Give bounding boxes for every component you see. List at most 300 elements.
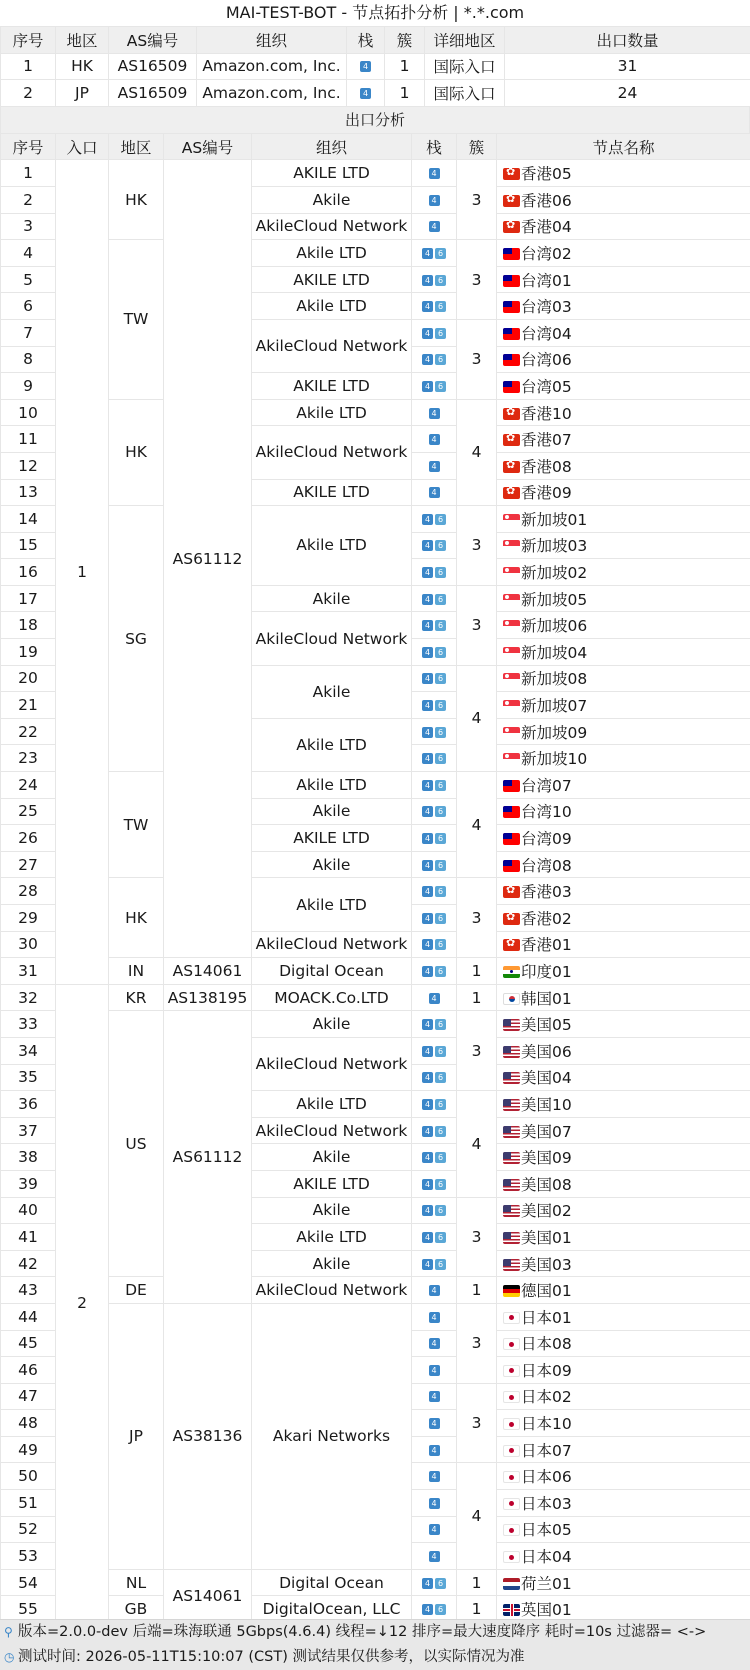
cell-region: HK bbox=[109, 399, 164, 505]
cell-region: NL bbox=[109, 1569, 164, 1596]
cell-org: DigitalOcean, LLC bbox=[252, 1596, 412, 1623]
cell-cluster: 3 bbox=[457, 506, 497, 586]
ipv4-badge-icon: 4 bbox=[422, 647, 433, 658]
cell-node-name bbox=[497, 186, 750, 213]
ipv6-badge-icon: 6 bbox=[435, 833, 446, 844]
node-name-text: 日本03 bbox=[521, 1494, 572, 1513]
cell-org: AkileCloud Network bbox=[252, 426, 412, 479]
cell-node-name bbox=[497, 1091, 750, 1118]
cell-cluster: 3 bbox=[457, 1303, 497, 1383]
cell-node-name bbox=[497, 346, 750, 373]
cell-org: AkileCloud Network bbox=[252, 1037, 412, 1090]
cell-node-name bbox=[497, 426, 750, 453]
ipv4-badge-icon: 4 bbox=[422, 514, 433, 525]
flag-us-icon bbox=[503, 1179, 520, 1191]
cell-node-name bbox=[497, 984, 750, 1011]
cell-seq: 40 bbox=[1, 1197, 56, 1224]
node-name-text: 新加坡03 bbox=[521, 537, 588, 556]
cell-org: Akile bbox=[252, 1250, 412, 1277]
flag-hk-icon bbox=[503, 886, 520, 898]
cell-org: Digital Ocean bbox=[252, 1569, 412, 1596]
cell-entry: 2 bbox=[56, 984, 109, 1622]
table-row bbox=[1, 399, 750, 426]
footer-time-text: 测试时间: 2026-05-11T15:10:07 (CST) 测试结果仅供参考，以实际情况为准 bbox=[18, 1649, 525, 1665]
ipv6-badge-icon: 6 bbox=[435, 673, 446, 684]
cell-node-name bbox=[497, 905, 750, 932]
cell-seq: 54 bbox=[1, 1569, 56, 1596]
table-row bbox=[1, 506, 750, 533]
ipv4-badge-icon: 4 bbox=[422, 833, 433, 844]
node-name-text: 台湾10 bbox=[521, 803, 572, 822]
node-name-text: 日本08 bbox=[521, 1335, 572, 1354]
ipv4-badge-icon: 4 bbox=[422, 1259, 433, 1270]
cell-node-name bbox=[497, 931, 750, 958]
table-row bbox=[1, 772, 750, 799]
node-name-text: 新加坡06 bbox=[521, 617, 588, 636]
ipv6-badge-icon: 6 bbox=[435, 1232, 446, 1243]
flag-nl-icon bbox=[503, 1578, 520, 1590]
node-name-text: 香港10 bbox=[521, 404, 572, 423]
flag-us-icon bbox=[503, 1072, 520, 1084]
column-header: 组织 bbox=[252, 133, 412, 160]
ipv6-badge-icon: 6 bbox=[435, 540, 446, 551]
ipv4-badge-icon: 4 bbox=[422, 1232, 433, 1243]
cell-region: HK bbox=[109, 878, 164, 958]
ipv4-badge-icon: 4 bbox=[422, 913, 433, 924]
node-name-text: 台湾09 bbox=[521, 830, 572, 849]
cell-org: Akile LTD bbox=[252, 399, 412, 426]
node-name-text: 台湾08 bbox=[521, 856, 572, 875]
cell-org: Akile LTD bbox=[252, 506, 412, 586]
table-row bbox=[1, 984, 750, 1011]
node-name-text: 新加坡07 bbox=[521, 697, 588, 716]
ipv4-badge-icon: 4 bbox=[429, 1498, 440, 1509]
cell-stack bbox=[412, 1144, 457, 1171]
footer-time-line bbox=[0, 1645, 750, 1670]
flag-jp-icon bbox=[503, 1338, 520, 1350]
cell-cluster: 4 bbox=[457, 665, 497, 771]
ipv4-badge-icon: 4 bbox=[422, 540, 433, 551]
ipv6-badge-icon: 6 bbox=[435, 753, 446, 764]
cell-stack bbox=[412, 825, 457, 852]
cell-org: Akile bbox=[252, 1011, 412, 1038]
flag-sg-icon bbox=[503, 514, 520, 526]
ipv6-badge-icon: 6 bbox=[435, 1099, 446, 1110]
node-name-text: 新加坡09 bbox=[521, 723, 588, 742]
flag-tw-icon bbox=[503, 275, 520, 287]
cell-org: Digital Ocean bbox=[252, 958, 412, 985]
ipv4-badge-icon: 4 bbox=[422, 1604, 433, 1615]
ipv6-badge-icon: 6 bbox=[435, 1126, 446, 1137]
cell-node-name bbox=[497, 160, 750, 187]
cell-node-name bbox=[497, 506, 750, 533]
cell-stack bbox=[412, 532, 457, 559]
node-name-text: 日本10 bbox=[521, 1415, 572, 1434]
cell-region: TW bbox=[109, 240, 164, 400]
column-header: 节点名称 bbox=[497, 133, 750, 160]
flag-tw-icon bbox=[503, 301, 520, 313]
cell-seq: 41 bbox=[1, 1224, 56, 1251]
flag-us-icon bbox=[503, 1099, 520, 1111]
cell-seq: 53 bbox=[1, 1543, 56, 1570]
node-name-text: 新加坡02 bbox=[521, 564, 588, 583]
cell-org: Akile bbox=[252, 1197, 412, 1224]
ipv4-badge-icon: 4 bbox=[422, 673, 433, 684]
cell-cluster: 3 bbox=[457, 240, 497, 320]
cell-seq: 8 bbox=[1, 346, 56, 373]
cell-org: Akari Networks bbox=[252, 1303, 412, 1569]
ipv6-badge-icon: 6 bbox=[435, 1179, 446, 1190]
ipv6-badge-icon: 6 bbox=[435, 727, 446, 738]
cell-node-name bbox=[497, 1224, 750, 1251]
exit-analysis-title: 出口分析 bbox=[0, 107, 750, 133]
ipv6-badge-icon: 6 bbox=[435, 1205, 446, 1216]
cell-stack bbox=[412, 1410, 457, 1437]
table-row bbox=[1, 80, 750, 107]
flag-sg-icon bbox=[503, 700, 520, 712]
cell-node-name bbox=[497, 266, 750, 293]
cell-node-name bbox=[497, 240, 750, 267]
ipv6-badge-icon: 6 bbox=[435, 1578, 446, 1589]
node-name-text: 香港04 bbox=[521, 218, 572, 237]
cell-stack bbox=[412, 319, 457, 346]
table-row bbox=[1, 1569, 750, 1596]
flag-hk-icon bbox=[503, 408, 520, 420]
ipv6-badge-icon: 6 bbox=[435, 860, 446, 871]
cell-seq: 3 bbox=[1, 213, 56, 240]
column-header: AS编号 bbox=[164, 133, 252, 160]
ipv4-badge-icon: 4 bbox=[429, 1471, 440, 1482]
cell-region: US bbox=[109, 1011, 164, 1277]
column-header: 栈 bbox=[412, 133, 457, 160]
flag-sg-icon bbox=[503, 673, 520, 685]
ipv6-badge-icon: 6 bbox=[435, 248, 446, 259]
cell-seq: 4 bbox=[1, 240, 56, 267]
node-name-text: 香港02 bbox=[521, 909, 572, 928]
cell-stack bbox=[412, 878, 457, 905]
flag-tw-icon bbox=[503, 806, 520, 818]
ipv4-badge-icon: 4 bbox=[429, 1285, 440, 1296]
flag-sg-icon bbox=[503, 540, 520, 552]
cell-node-name bbox=[497, 559, 750, 586]
cell-stack bbox=[347, 80, 385, 107]
ipv4-badge-icon: 4 bbox=[360, 88, 371, 99]
node-name-text: 台湾05 bbox=[521, 377, 572, 396]
cell-seq: 43 bbox=[1, 1277, 56, 1304]
node-name-text: 美国02 bbox=[521, 1202, 572, 1221]
cell-node-name bbox=[497, 825, 750, 852]
cell-seq: 15 bbox=[1, 532, 56, 559]
node-name-text: 日本06 bbox=[521, 1468, 572, 1487]
column-header: 栈 bbox=[347, 27, 385, 54]
flag-hk-icon bbox=[503, 168, 520, 180]
cell-stack bbox=[412, 718, 457, 745]
cell-stack bbox=[412, 293, 457, 320]
table-header-row bbox=[1, 133, 750, 160]
flag-hk-icon bbox=[503, 487, 520, 499]
cell-cluster: 3 bbox=[457, 1197, 497, 1277]
flag-kr-icon bbox=[503, 993, 520, 1005]
cell-node-name bbox=[497, 718, 750, 745]
cell-node-name bbox=[497, 532, 750, 559]
flag-jp-icon bbox=[503, 1445, 520, 1457]
cell-node-name bbox=[497, 1410, 750, 1437]
flag-us-icon bbox=[503, 1232, 520, 1244]
node-name-text: 台湾03 bbox=[521, 298, 572, 317]
cell-count: 24 bbox=[505, 80, 750, 107]
cell-org: AkileCloud Network bbox=[252, 612, 412, 665]
cell-node-name bbox=[497, 851, 750, 878]
ipv4-badge-icon: 4 bbox=[422, 381, 433, 392]
cell-cluster: 4 bbox=[457, 1091, 497, 1197]
cell-cluster: 4 bbox=[457, 1463, 497, 1569]
ipv6-badge-icon: 6 bbox=[435, 594, 446, 605]
cell-stack bbox=[412, 851, 457, 878]
cell-seq: 46 bbox=[1, 1357, 56, 1384]
node-name-text: 印度01 bbox=[521, 962, 572, 981]
flag-hk-icon bbox=[503, 221, 520, 233]
ipv6-badge-icon: 6 bbox=[435, 700, 446, 711]
ipv4-badge-icon: 4 bbox=[429, 408, 440, 419]
ipv4-badge-icon: 4 bbox=[422, 1046, 433, 1057]
cell-entry: 1 bbox=[56, 160, 109, 984]
cell-node-name bbox=[497, 585, 750, 612]
node-name-text: 美国05 bbox=[521, 1016, 572, 1035]
cell-seq: 36 bbox=[1, 1091, 56, 1118]
cell-stack bbox=[412, 1436, 457, 1463]
ipv4-badge-icon: 4 bbox=[429, 221, 440, 232]
cell-stack bbox=[412, 1543, 457, 1570]
cell-org: Akile bbox=[252, 186, 412, 213]
table-header-row bbox=[1, 27, 750, 54]
cell-org: Akile bbox=[252, 665, 412, 718]
cell-org: AkileCloud Network bbox=[252, 319, 412, 372]
table-row bbox=[1, 160, 750, 187]
ipv4-badge-icon: 4 bbox=[422, 780, 433, 791]
ipv6-badge-icon: 6 bbox=[435, 1152, 446, 1163]
ipv4-badge-icon: 4 bbox=[429, 1312, 440, 1323]
flag-sg-icon bbox=[503, 567, 520, 579]
cell-stack bbox=[412, 1383, 457, 1410]
flag-hk-icon bbox=[503, 195, 520, 207]
cell-stack bbox=[412, 1170, 457, 1197]
cell-cluster: 3 bbox=[457, 585, 497, 665]
cell-node-name bbox=[497, 1490, 750, 1517]
node-name-text: 韩国01 bbox=[521, 989, 572, 1008]
cell-seq: 31 bbox=[1, 958, 56, 985]
ipv4-badge-icon: 4 bbox=[422, 567, 433, 578]
cell-org: AkileCloud Network bbox=[252, 931, 412, 958]
cell-stack bbox=[412, 1330, 457, 1357]
node-name-text: 新加坡01 bbox=[521, 510, 588, 529]
ipv4-badge-icon: 4 bbox=[422, 1126, 433, 1137]
column-header: AS编号 bbox=[109, 27, 197, 54]
cell-node-name bbox=[497, 665, 750, 692]
ipv4-badge-icon: 4 bbox=[429, 195, 440, 206]
column-header: 序号 bbox=[1, 27, 56, 54]
cell-seq: 16 bbox=[1, 559, 56, 586]
node-name-text: 日本09 bbox=[521, 1361, 572, 1380]
flag-tw-icon bbox=[503, 860, 520, 872]
node-name-text: 台湾02 bbox=[521, 244, 572, 263]
flag-us-icon bbox=[503, 1205, 520, 1217]
cell-seq: 10 bbox=[1, 399, 56, 426]
cell-stack bbox=[412, 1250, 457, 1277]
cell-asn: AS61112 bbox=[164, 160, 252, 958]
cell-org: AKILE LTD bbox=[252, 160, 412, 187]
table-row bbox=[1, 53, 750, 80]
cell-node-name bbox=[497, 319, 750, 346]
flag-tw-icon bbox=[503, 248, 520, 260]
cell-seq: 19 bbox=[1, 639, 56, 666]
cell-cluster: 1 bbox=[457, 984, 497, 1011]
flag-jp-icon bbox=[503, 1498, 520, 1510]
cell-node-name bbox=[497, 612, 750, 639]
exit-table bbox=[0, 133, 750, 1623]
ipv4-badge-icon: 4 bbox=[422, 753, 433, 764]
cell-cluster: 3 bbox=[457, 319, 497, 399]
node-name-text: 台湾07 bbox=[521, 776, 572, 795]
cell-org: Amazon.com, Inc. bbox=[197, 53, 347, 80]
cell-node-name bbox=[497, 639, 750, 666]
ipv6-badge-icon: 6 bbox=[435, 354, 446, 365]
cell-seq: 37 bbox=[1, 1117, 56, 1144]
cell-stack bbox=[412, 1011, 457, 1038]
cell-seq: 6 bbox=[1, 293, 56, 320]
node-name-text: 香港03 bbox=[521, 883, 572, 902]
cell-cluster: 1 bbox=[385, 53, 425, 80]
cell-node-name bbox=[497, 1463, 750, 1490]
ipv4-badge-icon: 4 bbox=[429, 434, 440, 445]
ipv6-badge-icon: 6 bbox=[435, 620, 446, 631]
flag-jp-icon bbox=[503, 1524, 520, 1536]
cell-node-name bbox=[497, 1250, 750, 1277]
ipv4-badge-icon: 4 bbox=[422, 806, 433, 817]
flag-hk-icon bbox=[503, 913, 520, 925]
cell-stack bbox=[412, 186, 457, 213]
cell-seq: 26 bbox=[1, 825, 56, 852]
cell-stack bbox=[412, 1357, 457, 1384]
cell-stack bbox=[412, 665, 457, 692]
cell-region: TW bbox=[109, 772, 164, 878]
ipv6-badge-icon: 6 bbox=[435, 886, 446, 897]
flag-tw-icon bbox=[503, 833, 520, 845]
cell-region: JP bbox=[56, 80, 109, 107]
column-header: 详细地区 bbox=[425, 27, 505, 54]
column-header: 出口数量 bbox=[505, 27, 750, 54]
cell-seq: 7 bbox=[1, 319, 56, 346]
cell-stack bbox=[412, 266, 457, 293]
cell-seq: 23 bbox=[1, 745, 56, 772]
ipv6-badge-icon: 6 bbox=[435, 301, 446, 312]
cell-stack bbox=[412, 346, 457, 373]
cell-org: AKILE LTD bbox=[252, 373, 412, 400]
flag-hk-icon bbox=[503, 939, 520, 951]
flag-us-icon bbox=[503, 1046, 520, 1058]
ipv6-badge-icon: 6 bbox=[435, 806, 446, 817]
cell-cluster: 3 bbox=[457, 160, 497, 240]
cell-stack bbox=[412, 1037, 457, 1064]
cell-region: HK bbox=[109, 160, 164, 240]
ipv6-badge-icon: 6 bbox=[435, 1019, 446, 1030]
flag-sg-icon bbox=[503, 594, 520, 606]
cell-stack bbox=[412, 1197, 457, 1224]
footer-info-text: 版本=2.0.0-dev 后端=珠海联通 5Gbps(4.6.4) 线程=↓12 排序=最大速度降序 耗时=10s 过滤器= <-> bbox=[18, 1624, 707, 1640]
cell-node-name bbox=[497, 878, 750, 905]
flag-sg-icon bbox=[503, 753, 520, 765]
cell-org: Akile bbox=[252, 585, 412, 612]
cell-seq: 35 bbox=[1, 1064, 56, 1091]
cell-node-name bbox=[497, 399, 750, 426]
cell-node-name bbox=[497, 1543, 750, 1570]
cell-node-name bbox=[497, 958, 750, 985]
ipv6-badge-icon: 6 bbox=[435, 913, 446, 924]
node-name-text: 美国04 bbox=[521, 1069, 572, 1088]
cell-stack bbox=[412, 559, 457, 586]
node-name-text: 新加坡08 bbox=[521, 670, 588, 689]
ipv4-badge-icon: 4 bbox=[429, 1524, 440, 1535]
cell-node-name bbox=[497, 1277, 750, 1304]
cell-cluster: 1 bbox=[385, 80, 425, 107]
ipv4-badge-icon: 4 bbox=[422, 1152, 433, 1163]
cell-seq: 51 bbox=[1, 1490, 56, 1517]
cell-region: GB bbox=[109, 1596, 164, 1623]
cell-stack bbox=[412, 1277, 457, 1304]
ipv6-badge-icon: 6 bbox=[435, 328, 446, 339]
column-header: 地区 bbox=[109, 133, 164, 160]
cell-asn: AS14061 bbox=[164, 958, 252, 985]
cell-node-name bbox=[497, 1516, 750, 1543]
cell-asn: AS16509 bbox=[109, 80, 197, 107]
cell-org: Amazon.com, Inc. bbox=[197, 80, 347, 107]
ipv4-badge-icon: 4 bbox=[422, 886, 433, 897]
node-name-text: 台湾06 bbox=[521, 351, 572, 370]
ipv4-badge-icon: 4 bbox=[422, 354, 433, 365]
flag-us-icon bbox=[503, 1126, 520, 1138]
ipv4-badge-icon: 4 bbox=[422, 1179, 433, 1190]
cell-stack bbox=[412, 1117, 457, 1144]
table-row bbox=[1, 878, 750, 905]
cell-seq: 34 bbox=[1, 1037, 56, 1064]
node-name-text: 日本05 bbox=[521, 1521, 572, 1540]
ipv4-badge-icon: 4 bbox=[422, 594, 433, 605]
cell-stack bbox=[412, 1224, 457, 1251]
cell-seq: 38 bbox=[1, 1144, 56, 1171]
node-name-text: 香港09 bbox=[521, 484, 572, 503]
cell-asn: AS38136 bbox=[164, 1303, 252, 1569]
cell-seq: 48 bbox=[1, 1410, 56, 1437]
node-name-text: 香港06 bbox=[521, 191, 572, 210]
cell-cluster: 3 bbox=[457, 878, 497, 958]
flag-tw-icon bbox=[503, 354, 520, 366]
cell-seq: 27 bbox=[1, 851, 56, 878]
node-name-text: 荷兰01 bbox=[521, 1574, 572, 1593]
flag-jp-icon bbox=[503, 1391, 520, 1403]
cell-node-name bbox=[497, 1357, 750, 1384]
cell-stack bbox=[412, 1516, 457, 1543]
cell-node-name bbox=[497, 373, 750, 400]
cell-stack bbox=[412, 931, 457, 958]
ipv4-badge-icon: 4 bbox=[429, 1365, 440, 1376]
cell-region: JP bbox=[109, 1303, 164, 1569]
node-name-text: 日本07 bbox=[521, 1441, 572, 1460]
column-header: 簇 bbox=[457, 133, 497, 160]
flag-sg-icon bbox=[503, 727, 520, 739]
cell-stack bbox=[412, 452, 457, 479]
cell-seq: 55 bbox=[1, 1596, 56, 1623]
flag-hk-icon bbox=[503, 461, 520, 473]
ipv4-badge-icon: 4 bbox=[422, 1578, 433, 1589]
